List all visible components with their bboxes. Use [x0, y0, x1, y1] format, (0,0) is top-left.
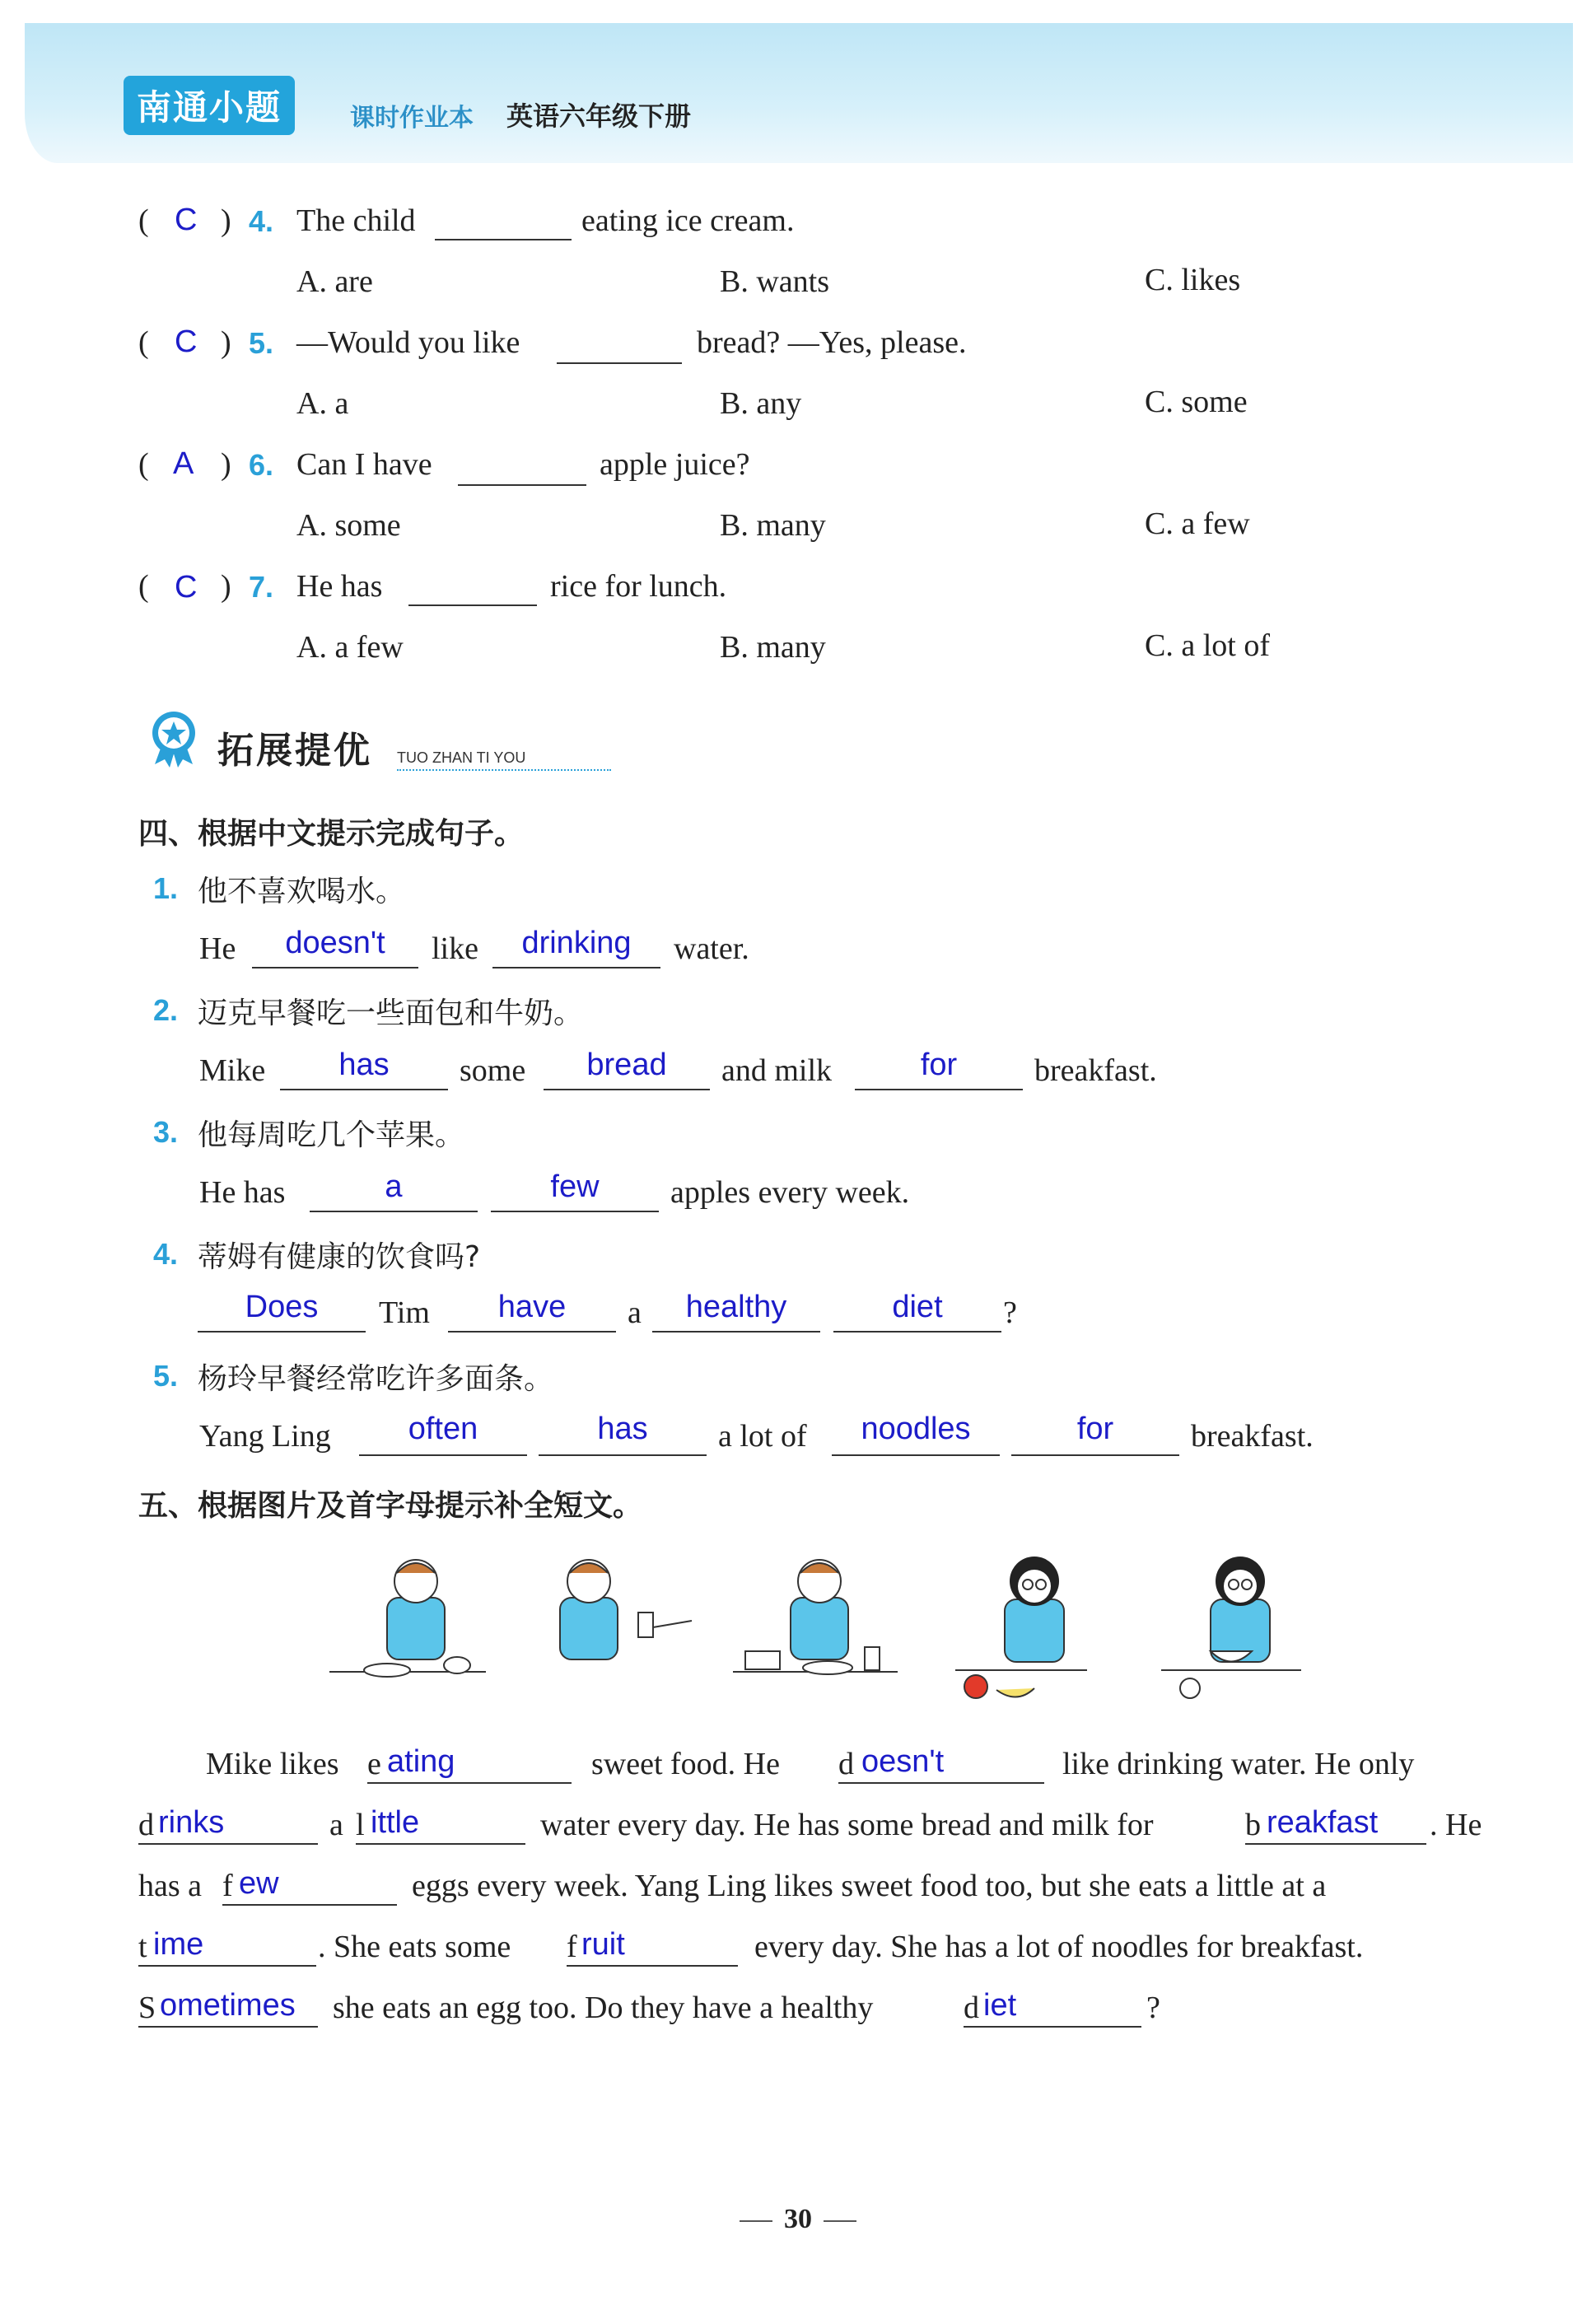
fill-blank[interactable] — [138, 2026, 318, 2028]
chinese-prompt: 蒂姆有健康的饮食吗? — [198, 1240, 481, 1274]
passage-text: like drinking water. He only — [1062, 1747, 1415, 1781]
passage-text: ? — [1146, 1991, 1160, 2025]
brand-logo: 南通小题 — [124, 76, 295, 135]
section-pinyin: TUO ZHAN TI YOU — [397, 749, 526, 766]
filled-answer: ime — [153, 1927, 204, 1962]
initial-letter: S — [138, 1991, 156, 2025]
question-stem-pre: Can I have — [296, 447, 432, 482]
option-c: C. some — [1145, 385, 1248, 419]
filled-answer: oesn't — [861, 1744, 945, 1779]
filled-answer: for — [1076, 1412, 1114, 1446]
question-stem-pre: —Would you like — [296, 325, 520, 360]
filled-answer: drinking — [521, 926, 632, 960]
page-number: 30 — [784, 2204, 812, 2234]
answer-paren-open: ( — [138, 569, 149, 604]
fill-blank[interactable] — [838, 1782, 1044, 1784]
sentence-word: Tim — [379, 1295, 430, 1330]
filled-answer: bread — [586, 1048, 667, 1082]
option-c: C. likes — [1145, 263, 1241, 297]
filled-answer: ittle — [371, 1805, 420, 1840]
item-number: 5. — [153, 1359, 179, 1393]
passage-text: every day. She has a lot of noodles for breakfast. — [754, 1930, 1364, 1964]
sentence-word: He has — [199, 1175, 286, 1210]
passage-text: water every day. He has some bread and milk for — [540, 1808, 1154, 1842]
filled-answer: for — [920, 1048, 958, 1082]
answer-paren-close: ) — [221, 325, 231, 360]
girl-fruit-image — [955, 1557, 1087, 1698]
question-number: 5. — [249, 326, 274, 360]
answer-paren-open: ( — [138, 325, 149, 360]
sentence-word: Mike — [199, 1053, 266, 1088]
initial-letter: d — [964, 1991, 979, 2025]
option-a: A. a few — [296, 630, 404, 665]
chinese-prompt: 他不喜欢喝水。 — [198, 875, 406, 908]
option-a: A. a — [296, 386, 349, 421]
question-number: 4. — [249, 204, 274, 238]
passage-text: . He — [1430, 1808, 1482, 1842]
sentence-word: Yang Ling — [199, 1419, 331, 1454]
filled-answer: ruit — [581, 1927, 625, 1962]
answer-blank[interactable] — [557, 362, 682, 364]
fill-blank[interactable] — [832, 1454, 1000, 1456]
question-stem-pre: The child — [296, 203, 416, 238]
fill-blank[interactable] — [138, 1965, 316, 1967]
question-stem-post: apple juice? — [600, 447, 750, 482]
filled-answer: often — [408, 1412, 478, 1446]
filled-answer: iet — [983, 1988, 1017, 2023]
fill-blank[interactable] — [652, 1331, 820, 1333]
section-underline — [397, 769, 611, 771]
part5-heading: 五、根据图片及首字母提示补全短文。 — [138, 1489, 643, 1523]
fill-blank[interactable] — [544, 1089, 710, 1090]
sentence-word: a — [628, 1295, 642, 1330]
question-stem-post: rice for lunch. — [550, 569, 727, 604]
initial-letter: d — [838, 1747, 854, 1781]
fill-blank[interactable] — [539, 1454, 707, 1456]
initial-letter: l — [356, 1808, 365, 1842]
subject-title: 英语六年级下册 — [506, 100, 692, 132]
initial-letter: t — [138, 1930, 147, 1964]
question-number: 7. — [249, 570, 274, 604]
fill-blank[interactable] — [833, 1331, 1001, 1333]
ribbon-star-icon — [145, 710, 203, 768]
fill-blank[interactable] — [448, 1331, 616, 1333]
initial-letter: f — [222, 1869, 233, 1903]
item-number: 3. — [153, 1115, 179, 1149]
fill-blank[interactable] — [492, 967, 660, 968]
filled-answer: rinks — [158, 1805, 225, 1840]
fill-blank[interactable] — [222, 1904, 397, 1906]
answer-paren-close: ) — [221, 203, 231, 238]
filled-answer: reakfast — [1267, 1805, 1379, 1840]
answer-paren-open: ( — [138, 447, 149, 482]
passage-text: eggs every week. Yang Ling likes sweet food too, but she eats a little at a — [412, 1869, 1327, 1903]
option-b: B. many — [720, 630, 826, 665]
sentence-word: like — [432, 931, 478, 966]
passage-text: sweet food. He — [591, 1747, 780, 1781]
filled-answer: Does — [245, 1290, 319, 1324]
girl-noodles-image — [1161, 1557, 1301, 1698]
option-b: B. wants — [720, 264, 829, 299]
fill-blank[interactable] — [367, 1782, 572, 1784]
initial-letter: f — [567, 1930, 577, 1964]
fill-blank[interactable] — [198, 1331, 366, 1333]
passage-text: . She eats some — [318, 1930, 511, 1964]
boy-sweet-food-image — [329, 1560, 486, 1677]
question-stem-pre: He has — [296, 569, 383, 604]
fill-blank[interactable] — [252, 967, 418, 968]
filled-answer: ew — [239, 1866, 279, 1901]
sentence-word: water. — [674, 931, 749, 966]
passage-text: has a — [138, 1869, 203, 1903]
filled-answer: doesn't — [285, 926, 385, 960]
option-a: A. are — [296, 264, 373, 299]
sentence-word: breakfast. — [1191, 1419, 1314, 1454]
mc-answer: C — [175, 570, 198, 604]
passage-text: she eats an egg too. Do they have a healthy — [333, 1991, 874, 2025]
question-stem-post: eating ice cream. — [581, 203, 795, 238]
chinese-prompt: 杨玲早餐经常吃许多面条。 — [198, 1362, 554, 1396]
fill-blank[interactable] — [359, 1454, 527, 1456]
passage-text: Mike likes — [206, 1747, 339, 1781]
filled-answer: have — [497, 1290, 567, 1324]
mc-answer: A — [173, 446, 194, 481]
initial-letter: d — [138, 1808, 154, 1842]
option-c: C. a few — [1145, 506, 1250, 541]
fill-blank[interactable] — [310, 1211, 478, 1212]
sentence-word: ? — [1003, 1295, 1017, 1330]
series-name: 课时作业本 — [350, 104, 474, 133]
question-number: 6. — [249, 448, 274, 482]
fill-blank[interactable] — [567, 1965, 738, 1967]
option-c: C. a lot of — [1145, 628, 1270, 663]
filled-answer: has — [597, 1412, 648, 1446]
chinese-prompt: 他每周吃几个苹果。 — [198, 1118, 465, 1152]
fill-blank[interactable] — [356, 1843, 525, 1845]
filled-answer: noodles — [861, 1412, 971, 1446]
boy-refusing-water-image — [560, 1560, 692, 1659]
fill-blank[interactable] — [1011, 1454, 1179, 1456]
option-b: B. many — [720, 508, 826, 543]
filled-answer: has — [338, 1048, 390, 1082]
answer-paren-close: ) — [221, 447, 231, 482]
item-number: 4. — [153, 1237, 179, 1271]
filled-answer: ometimes — [160, 1988, 296, 2023]
footer-dash — [824, 2220, 856, 2222]
chinese-prompt: 迈克早餐吃一些面包和牛奶。 — [198, 996, 584, 1030]
fill-blank[interactable] — [138, 1843, 318, 1845]
filled-answer: few — [550, 1169, 600, 1204]
option-a: A. some — [296, 508, 401, 543]
initial-letter: a — [329, 1808, 343, 1842]
item-number: 1. — [153, 871, 179, 905]
fill-blank[interactable] — [280, 1089, 448, 1090]
initial-letter: e — [367, 1747, 381, 1781]
mc-answer: C — [175, 324, 198, 359]
sentence-word: and milk — [721, 1053, 833, 1088]
boy-breakfast-image — [733, 1560, 898, 1674]
page-footer — [0, 2204, 1596, 2235]
part4-heading: 四、根据中文提示完成句子。 — [138, 817, 525, 851]
sentence-word: a lot of — [718, 1419, 807, 1454]
fill-blank[interactable] — [1245, 1843, 1426, 1845]
answer-blank[interactable] — [435, 239, 572, 240]
answer-blank[interactable] — [408, 604, 537, 606]
option-b: B. any — [720, 386, 802, 421]
sentence-word: apples every week. — [670, 1175, 910, 1210]
question-stem-post: bread? —Yes, please. — [697, 325, 967, 360]
answer-paren-close: ) — [221, 569, 231, 604]
filled-answer: healthy — [685, 1290, 787, 1324]
initial-letter: b — [1245, 1808, 1261, 1842]
filled-answer: diet — [892, 1290, 943, 1324]
fill-blank[interactable] — [964, 2026, 1141, 2028]
sentence-word: He — [199, 931, 236, 966]
fill-blank[interactable] — [491, 1211, 659, 1212]
answer-blank[interactable] — [458, 484, 586, 486]
answer-paren-open: ( — [138, 203, 149, 238]
sentence-word: breakfast. — [1034, 1053, 1157, 1088]
sentence-word: some — [460, 1053, 526, 1088]
item-number: 2. — [153, 993, 179, 1027]
filled-answer: a — [385, 1169, 403, 1204]
picture-strip — [321, 1548, 1309, 1713]
filled-answer: ating — [387, 1744, 455, 1779]
footer-dash — [740, 2220, 772, 2222]
mc-answer: C — [175, 203, 198, 237]
fill-blank[interactable] — [855, 1089, 1023, 1090]
section-title: 拓展提优 — [217, 730, 372, 772]
